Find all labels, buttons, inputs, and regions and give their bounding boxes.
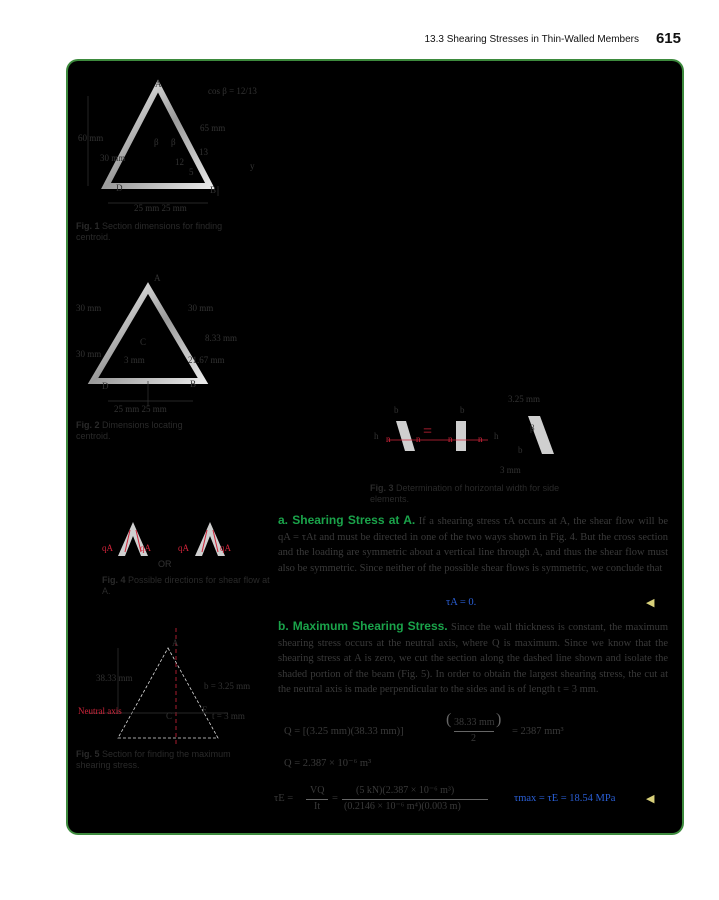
fig4-qa-1: qA [102,543,113,553]
fig3-bb: b [518,445,523,455]
eq3-num2: (5 kN)(2.387 × 10⁻⁶ m³) [356,785,455,796]
eq3-num1: VQ [310,785,325,796]
eq1-right: = 2387 mm³ [512,726,564,737]
fig3-w3: 3 mm [500,465,521,475]
fig1-label-a: A [155,79,162,89]
fig1-beta-2: β [171,137,176,147]
fig2-label-d: D [102,381,109,391]
fig2-label-b: B [190,379,197,389]
fig1-beta-1: β [154,137,159,147]
fig5-caption-text: Section for finding the maximum shearing stress. [76,749,231,770]
fig2-left-30b: 30 mm [76,349,102,359]
fig2-right-30: 30 mm [188,303,214,313]
paren-close-icon: ) [496,711,502,728]
fig1-base: 25 mm 25 mm [134,203,187,213]
fig1-label-d: D [116,183,123,193]
eq3-mid: = [332,793,338,804]
fig1-caption [76,221,256,243]
eq3-bar1 [306,799,328,800]
fig4-caption-text: Possible directions for shear flow at A. [102,575,270,596]
fig2-right-2167: 21.67 mm [188,355,225,365]
fig1-dim-y: y [250,161,255,171]
fig2-caption [76,420,186,442]
fig3-h1: h [374,431,379,441]
eq2: Q = 2.387 × 10⁻⁶ m³ [284,758,372,769]
result-marker-icon-2: ◀ [646,793,655,805]
section-a-heading: a. Shearing Stress at A. [278,513,416,527]
eq3-left: τE = [274,793,294,804]
eq1-frac-num: 38.33 mm [454,717,495,728]
result-marker-icon: ◀ [646,597,655,609]
fig1-caption-text: Section dimensions for finding centroid. [76,221,223,242]
fig4-number: Fig. 4 [102,575,126,585]
eq1-frac-bar [454,731,494,732]
section-b-paragraph [278,619,668,698]
fig5-b-325: b = 3.25 mm [204,681,251,691]
fig1-cos: cos β = 12/13 [208,86,257,96]
fig5-caption [76,749,256,771]
paren-open-icon: ( [446,711,452,728]
fig2-number: Fig. 2 [76,420,100,430]
fig5-label-e: E [202,705,208,715]
fig4-qa-2: qA [140,543,151,553]
fig2-label-a: A [154,273,161,283]
fig1-dim-5: 5 [189,167,194,177]
fig3-beta: β [530,423,535,433]
fig3-number: Fig. 3 [370,483,394,493]
fig1-dim-13: 13 [199,147,208,157]
fig2-base: 25 mm 25 mm [114,404,167,414]
fig1-number: Fig. 1 [76,221,100,231]
sample-problem-panel [68,61,682,833]
fig3-n1: n [386,434,391,444]
eq1-frac-den: 2 [471,733,476,744]
fig1-dim-65: 65 mm [200,123,226,133]
page-number: 615 [655,30,681,47]
fig3-h2: h [494,431,499,441]
fig5-label-a: A [172,638,179,648]
fig3-n2: n [416,434,421,444]
fig4-or: OR [158,559,172,569]
fig4-qa-4: qA [220,543,231,553]
fig1-label-b: B [210,185,217,195]
fig5-number: Fig. 5 [76,749,100,759]
fig2-right-833: 8.33 mm [205,333,238,343]
fig5-t-3: t = 3 mm [212,711,245,721]
fig3-n4: n [478,434,483,444]
fig4-caption [102,575,272,597]
fig5-label-c: C [166,711,173,721]
fig2-caption-text: Dimensions locating centroid. [76,420,183,441]
fig3-b1: b [394,405,399,415]
section-b-heading: b. Maximum Shearing Stress. [278,619,448,633]
section-a-paragraph [278,513,668,576]
section-title: 13.3 Shearing Stresses in Thin-Walled Members [424,34,639,45]
fig4-qa-3: qA [178,543,189,553]
page-header [0,30,719,50]
fig3-caption-text: Determination of horizontal width for side elements. [370,483,560,504]
fig3-equals: = [423,423,433,440]
fig2-label-c: C [140,337,147,347]
fig2-triangle [68,266,268,416]
fig3-caption [370,483,570,505]
fig5-neutral-axis: Neutral axis [78,706,122,716]
section-a-text: If a shearing stress τA occurs at A, the shear flow will be qA = τAt and must be directed in one of the two ways shown in Fig. 4. But the cross section and the loading are symmetric about a vertical line through A, and thus the shear flow must also be symmetric. Since neither of the possible shear flows is symmetric, we conclude that [278,516,668,574]
eq3-bar2 [342,799,488,800]
fig3-w325: 3.25 mm [508,394,541,404]
fig1-dim-60: 60 mm [78,133,104,143]
section-b-text: Since the wall thickness is constant, the maximum shearing stress occurs at the neutral axis, where Q is maximum. Since we know that the shearing stress at A is zero, we cut the section along the dashed line shown and isolate the shaded portion of the beam (Fig. 5). In order to obtain the largest shearing stress, the cut at the neutral axis is made perpendicular to the sides and is of length t = 3 mm. [278,622,669,695]
fig5-dim-3833: 38.33 mm [96,673,133,683]
fig2-left-30a: 30 mm [76,303,102,313]
eq1-left: Q = [(3.25 mm)(38.33 mm)] [284,726,404,737]
fig3-n3: n [448,434,453,444]
fig1-dim-12: 12 [175,157,184,167]
section-a-result: τA = 0. [446,597,477,608]
eq3-den2: (0.2146 × 10⁻⁶ m⁴)(0.003 m) [344,801,461,812]
eq3-den1: It [314,801,321,812]
section-b-result: τmax = τE = 18.54 MPa [514,793,616,804]
fig1-dim-30: 30 mm [100,153,126,163]
fig3-b2: b [460,405,465,415]
fig2-3mm: 3 mm [124,355,145,365]
